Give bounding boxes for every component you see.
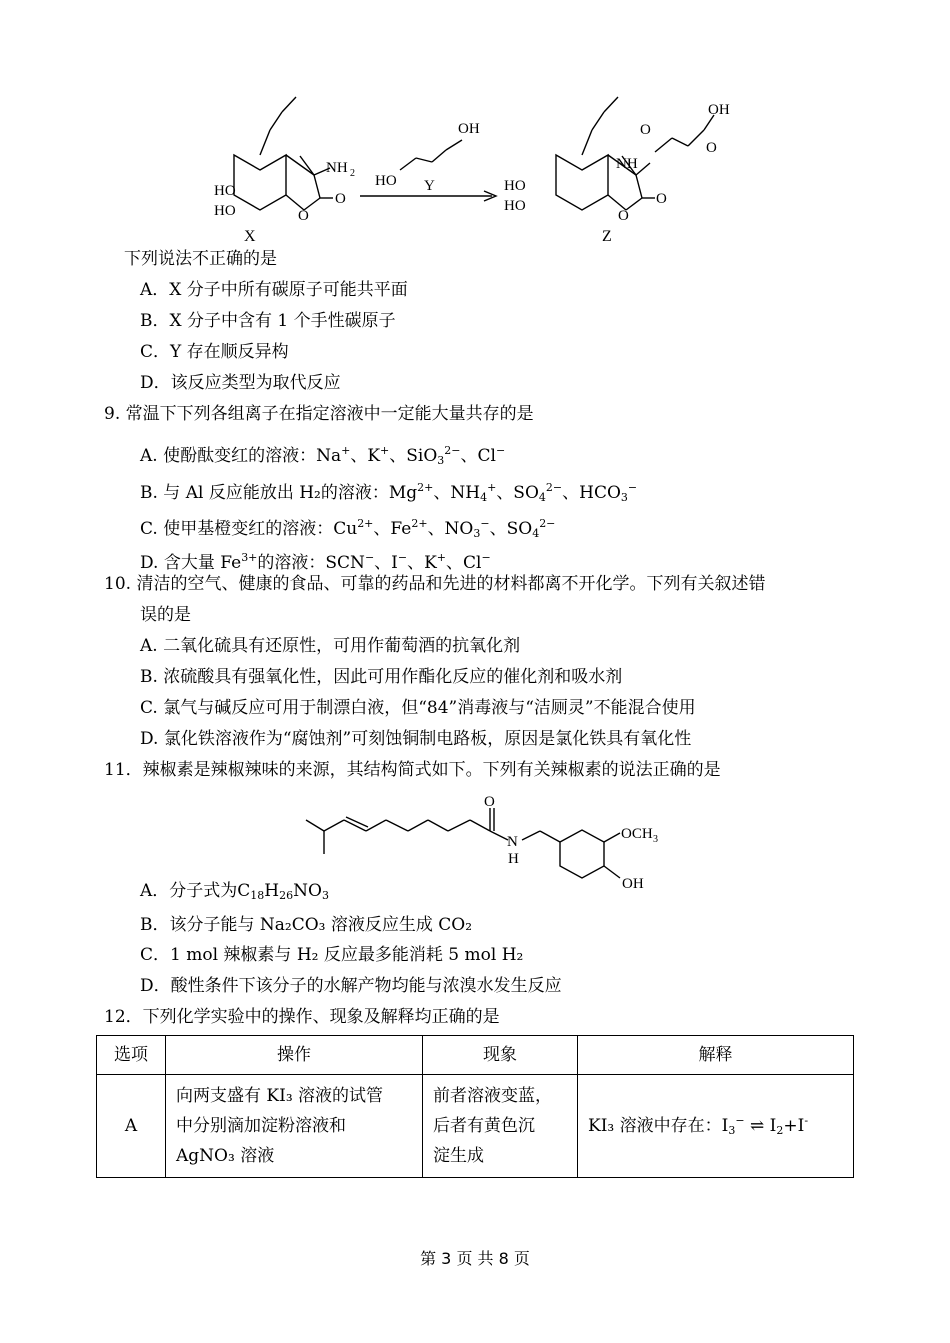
capsaicin-oh: OH — [622, 876, 644, 892]
experiment-table — [96, 1035, 854, 1178]
q10-option-d: D. 氯化铁溶液作为“腐蚀剂”可刻蚀铜制电路板，原因是氯化铁具有氧化性 — [140, 729, 692, 749]
q10-option-b: B. 浓硫酸具有强氧化性，因此可用作酯化反应的催化剂和吸水剂 — [140, 667, 623, 687]
z-nh: NH — [616, 156, 638, 172]
x-ho-2: HO — [214, 203, 236, 219]
z-amide-o: O — [640, 122, 651, 138]
z-carbonyl-o: O — [656, 191, 667, 207]
q8-option-d: D．该反应类型为取代反应 — [140, 373, 341, 393]
table-header-row — [97, 1036, 854, 1075]
z-ring-o: O — [618, 208, 629, 224]
q11-option-a: A．分子式为$C_{18}H_{26}NO_3$ — [140, 881, 329, 902]
q9-option-a: A. 使酚酞变红的溶液：Na+、K+、SiO$_3^{2-}$、Cl− — [140, 444, 506, 467]
table-row — [97, 1075, 854, 1178]
x-label: X — [244, 228, 256, 245]
x-ho-1: HO — [214, 183, 236, 199]
x-ring-o: O — [298, 208, 309, 224]
y-label: Y — [424, 178, 435, 194]
q8-option-b: B．X 分子中含有 1 个手性碳原子 — [140, 311, 396, 331]
q11-option-d: D．酸性条件下该分子的水解产物均能与浓溴水发生反应 — [140, 976, 562, 996]
z-acid-o: O — [706, 140, 717, 156]
z-ho-2: HO — [504, 198, 526, 214]
q10-stem-line1: 10. 清洁的空气、健康的食品、可靠的药品和先进的材料都离不开化学。下列有关叙述错 — [104, 574, 766, 594]
row-explanation: KI₃ 溶液中存在：$I_3^-$ ⇌ $I_2+I^-$ — [578, 1075, 854, 1178]
x-carbonyl-o: O — [335, 191, 346, 207]
q11-option-c: C．1 mol 辣椒素与 H₂ 反应最多能消耗 5 mol H₂ — [140, 945, 524, 965]
page-footer: 第 3 页 共 8 页 — [420, 1249, 530, 1268]
q11-stem: 11．辣椒素是辣椒辣味的来源，其结构简式如下。下列有关辣椒素的说法正确的是 — [104, 760, 721, 780]
header-phenomenon: 现象 — [423, 1036, 578, 1075]
header-operation: 操作 — [166, 1036, 423, 1075]
q9-option-b: B. 与 Al 反应能放出 H₂的溶液：$Mg^{2+}$、$NH_4^+$、$SO_4^{2-}$、$HCO_3^-$ — [140, 481, 638, 504]
z-oh: OH — [708, 102, 730, 118]
q8-option-c: C．Y 存在顺反异构 — [140, 342, 289, 362]
q10-stem-line2: 误的是 — [140, 605, 191, 625]
capsaicin-och3: OCH — [621, 826, 653, 842]
header-option: 选项 — [97, 1036, 166, 1075]
z-label: Z — [602, 228, 612, 245]
q11-option-b: B．该分子能与 Na₂CO₃ 溶液反应生成 CO₂ — [140, 915, 473, 935]
reaction-scheme — [0, 0, 950, 250]
row-phenomenon: 前者溶液变蓝， 后者有黄色沉 淀生成 — [423, 1075, 578, 1178]
q8-option-a: A．X 分子中所有碳原子可能共平面 — [140, 280, 408, 300]
header-explanation: 解释 — [578, 1036, 854, 1075]
q12-stem: 12．下列化学实验中的操作、现象及解释均正确的是 — [104, 1007, 500, 1027]
q8-stem: 下列说法不正确的是 — [124, 249, 277, 269]
q9-option-d: D. 含大量 $Fe^{3+}$的溶液：SCN−、I−、K+、Cl− — [140, 551, 491, 573]
q10-option-c: C. 氯气与碱反应可用于制漂白液，但“84”消毒液与“洁厕灵”不能混合使用 — [140, 698, 696, 718]
z-ho-1: HO — [504, 178, 526, 194]
row-option: A — [97, 1075, 166, 1178]
x-nh2: NH — [326, 160, 348, 176]
y-ho: HO — [375, 173, 397, 189]
capsaicin-h: H — [508, 851, 519, 867]
q10-option-a: A. 二氧化硫具有还原性，可用作葡萄酒的抗氧化剂 — [140, 636, 521, 656]
row-operation: 向两支盛有 KI₃ 溶液的试管 中分别滴加淀粉溶液和 AgNO₃ 溶液 — [166, 1075, 423, 1178]
capsaicin-carbonyl-o: O — [484, 794, 495, 810]
capsaicin-n: N — [507, 834, 518, 850]
y-oh: OH — [458, 121, 480, 137]
q9-option-c: C. 使甲基橙变红的溶液：$Cu^{2+}$、$Fe^{2+}$、$NO_3^-$、$SO_4^{2-}$ — [140, 517, 556, 540]
q9-stem: 9. 常温下下列各组离子在指定溶液中一定能大量共存的是 — [104, 404, 534, 424]
capsaicin-och3-sub: 3 — [653, 834, 658, 845]
x-nh2-sub: 2 — [350, 168, 355, 179]
